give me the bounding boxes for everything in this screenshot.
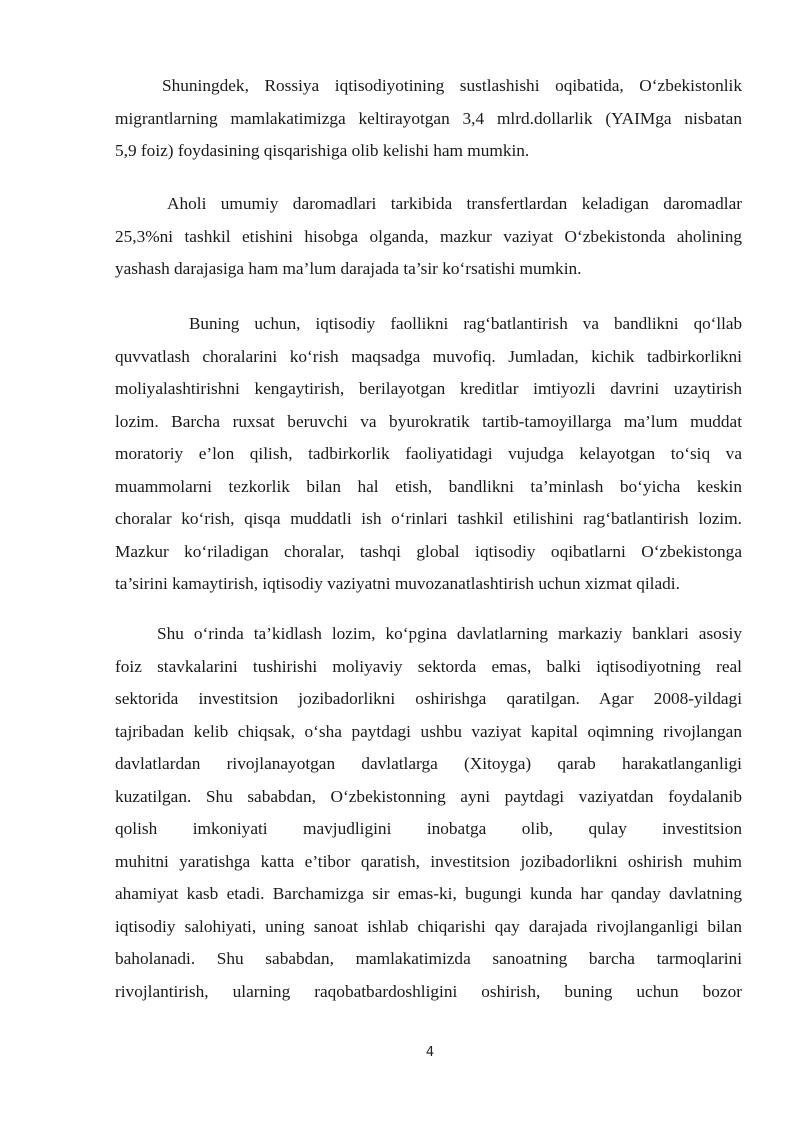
paragraph-line: muammolarni tezkorlik bilan hal etish, bandlikni ta’minlash bo‘yicha keskin: [115, 476, 742, 496]
paragraph-line: yashash darajasiga ham ma’lum darajada ta’sir ko‘rsatishi mumkin.: [115, 259, 582, 278]
paragraph-line: davlatlardan rivojlanayotgan davlatlarga (Xitoyga) qarab harakatlanganligi: [115, 754, 742, 773]
paragraph-line: moratoriy e’lon qilish, tadbirkorlik faoliyatidagi vujudga kelayotgan to‘siq va: [115, 444, 742, 463]
paragraph-measures: [115, 308, 742, 601]
paragraph-line: iqtisodiy salohiyati, uning sanoat ishlab chiqarishi qay darajada rivojlanganligi bilan: [115, 916, 742, 936]
paragraph-line: qolish imkoniyati mavjudligini inobatga olib, qulay investitsion: [115, 819, 742, 838]
paragraph-income: [115, 188, 742, 286]
paragraph-line: baholanadi. Shu sababdan, mamlakatimizda sanoatning barcha tarmoqlarini: [115, 949, 742, 968]
paragraph-line: migrantlarning mamlakatimizga keltirayotgan 3,4 mlrd.dollarlik (YAIMga nisbatan: [115, 108, 742, 128]
paragraph-line: quvvatlash choralarini ko‘rish maqsadga muvofiq. Jumladan, kichik tadbirkorlikni: [115, 346, 742, 366]
paragraph-line: kuzatilgan. Shu sababdan, O‘zbekistonning ayni paytdagi vaziyatdan foydalanib: [115, 786, 742, 806]
paragraph-line: choralar ko‘rish, qisqa muddatli ish o‘rinlari tashkil etilishini rag‘batlantirish lozim.: [115, 509, 742, 528]
paragraph-line: Mazkur ko‘riladigan choralar, tashqi global iqtisodiy oqibatlarni O‘zbekistonga: [115, 541, 742, 561]
paragraph-line: foiz stavkalarini tushirishi moliyaviy sektorda emas, balki iqtisodiyotning real: [115, 656, 742, 676]
paragraph-line: rivojlantirish, ularning raqobatbardoshligini oshirish, buning uchun bozor: [115, 981, 742, 1001]
paragraph-line: muhitni yaratishga katta e’tibor qaratish, investitsion jozibadorlikni oshirish muhim: [115, 851, 742, 871]
paragraph-line: ta’sirini kamaytirish, iqtisodiy vaziyatni muvozanatlashtirish uchun xizmat qiladi.: [115, 574, 680, 593]
paragraph-migrants: [115, 70, 742, 168]
paragraph-line: ahamiyat kasb etadi. Barchamizga sir emas-ki, bugungi kunda har qanday davlatning: [115, 884, 742, 903]
paragraph-line: Buning uchun, iqtisodiy faollikni rag‘batlantirish va bandlikni qo‘llab: [189, 314, 742, 333]
paragraph-investment: [115, 618, 742, 1008]
paragraph-line: tajribadan kelib chiqsak, o‘sha paytdagi ushbu vaziyat kapital oqimning rivojlangan: [115, 721, 742, 741]
paragraph-line: moliyalashtirishni kengaytirish, berilayotgan kreditlar imtiyozli davrini uzaytirish: [115, 379, 742, 398]
paragraph-line: 5,9 foiz) foydasining qisqarishiga olib kelishi ham mumkin.: [115, 141, 530, 160]
paragraph-line: 25,3%ni tashkil etishini hisobga olganda, mazkur vaziyat O‘zbekistonda aholining: [115, 226, 742, 246]
paragraph-line: Shu o‘rinda ta’kidlash lozim, ko‘pgina davlatlarning markaziy banklari asosiy: [157, 624, 742, 643]
page-number: 4: [425, 1045, 435, 1060]
paragraph-line: sektorida investitsion jozibadorlikni oshirishga qaratilgan. Agar 2008-yildagi: [115, 689, 742, 708]
paragraph-line: Aholi umumiy daromadlari tarkibida transfertlardan keladigan daromadlar: [167, 194, 742, 213]
paragraph-line: Shuningdek, Rossiya iqtisodiyotining sustlashishi oqibatida, O‘zbekistonlik: [162, 76, 742, 95]
paragraph-line: lozim. Barcha ruxsat beruvchi va byurokratik tartib-tamoyillarga ma’lum muddat: [115, 411, 742, 431]
